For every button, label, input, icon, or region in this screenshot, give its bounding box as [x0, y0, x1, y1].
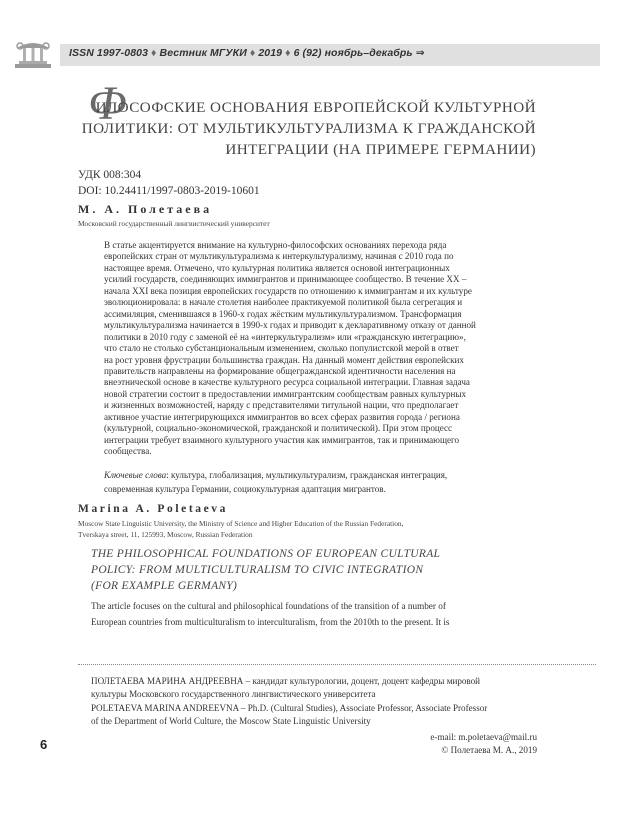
author-name-en: Marina A. Poletaeva — [78, 503, 229, 515]
header-year: 2019 — [258, 47, 283, 59]
author-email: e-mail: m.poletaeva@mail.ru — [430, 732, 537, 742]
copyright: © Полетаева М. А., 2019 — [441, 745, 537, 755]
keywords-label: Ключевые слова — [104, 470, 167, 480]
abstract-en-line-2: European countries from multiculturalism to interculturalism, from the 2010th to the present. It is — [91, 617, 450, 627]
doi: DOI: 10.24411/1997-0803-2019-10601 — [78, 185, 260, 197]
keywords-ru: Ключевые слова: культура, глобализация, мультикультурализм, гражданская интеграция, — [104, 470, 448, 480]
abstract-ru-line: что стало не столько субстанциональным изменением, сколько популистской мерой в ответ — [104, 343, 459, 354]
abstract-ru-line: правительств направлены на формирование общегражданской идентичности населения на — [104, 365, 456, 376]
abstract-ru-line: ассимиляция, сменившаяся в 1960-х годах жёстким мультикультурализмом. Трансформация — [104, 308, 462, 319]
abstract-ru-line: мультикультурализма начинается в 1990-х годах и приводит к декларативному отказу от данной — [104, 320, 476, 331]
abstract-ru-line: настоящее время. Отмечено, что культурная политика является основой интеграционных — [104, 262, 450, 273]
footnote-divider — [78, 664, 596, 665]
abstract-ru-line: активное участие интегрирующихся иммигрантов во всех сферах развития города / региона — [104, 411, 460, 422]
abstract-ru-line: (культурной, социально-экономической, гражданской и политической). При этом процесс — [104, 423, 453, 434]
abstract-en-line-1: The article focuses on the cultural and philosophical foundations of the transition of a number of — [91, 601, 446, 611]
abstract-ru-line: интеграции требует взаимного культурного участия как иммигрантов, так и принимающего — [104, 434, 460, 445]
author-affiliation-en-1: Moscow State Linguistic University, the Ministry of Science and Higher Education of the Russian Federation, — [78, 519, 404, 528]
footnote-en-2: of the Department of World Culture, the Moscow State Linguistic University — [91, 716, 371, 726]
abstract-ru-line: европейских стран от мультикультурализма к интеркультурализму, начиная с 2010 года по — [104, 251, 454, 262]
title-line-1: ИЛОСОФСКИЕ ОСНОВАНИЯ ЕВРОПЕЙСКОЙ КУЛЬТУРНОЙ — [95, 99, 536, 116]
title-en-line-1: THE PHILOSOPHICAL FOUNDATIONS OF EUROPEAN CULTURAL — [91, 548, 441, 560]
running-header: ISSN 1997-0803 ♦ Вестник МГУКИ ♦ 2019 ♦ 6 (92) ноябрь–декабрь ⇒ — [69, 47, 425, 59]
header-journal: Вестник МГУКИ — [159, 47, 247, 59]
header-issn: ISSN 1997-0803 — [69, 47, 149, 59]
abstract-ru-line: эволюционировала: в начале столетия наиболее практикуемой политикой была сегрегация и — [104, 297, 463, 308]
abstract-ru-line: политики в 2010 году с заменой её на «интеркультурализм» или «гражданскую интеграцию», — [104, 331, 466, 342]
journal-logo-icon — [14, 40, 52, 70]
footnote-ru-1: ПОЛЕТАЕВА МАРИНА АНДРЕЕВНА – кандидат культурологии, доцент, доцент кафедры мировой — [91, 676, 481, 686]
title-line-3: ИНТЕГРАЦИИ (НА ПРИМЕРЕ ГЕРМАНИИ) — [225, 141, 536, 158]
title-en-line-2: POLICY: FROM MULTICULTURALISM TO CIVIC INTEGRATION — [91, 564, 424, 576]
abstract-ru-line: начала XXI века позиция европейских государств по отношению к иммигрантам и их культуре — [104, 285, 472, 296]
keywords-ru-line-2: современная культура Германии, социокультурная адаптация мигрантов. — [104, 484, 386, 494]
abstract-ru-line: В статье акцентируется внимание на культурно-философских основаниях перехода ряда — [104, 240, 447, 250]
abstract-ru-line: и жизненных возможностей, наряду с представителями титульной нации, что предполагает — [104, 400, 459, 411]
author-affiliation-ru: Московский государственный лингвистический университет — [78, 219, 270, 228]
footnote-ru-2: культуры Московского государственного лингвистического университета — [91, 689, 376, 699]
title-line-2: ПОЛИТИКИ: ОТ МУЛЬТИКУЛЬТУРАЛИЗМА К ГРАЖДАНСКОЙ — [81, 120, 536, 137]
page-number: 6 — [40, 737, 48, 752]
abstract-ru-line: усилий государств, соединяющих иммигрантов и принимающее сообщество. В течение XX – — [104, 274, 467, 285]
udc: УДК 008:304 — [78, 169, 142, 181]
author-affiliation-en-2: Tverskaya street, 11, 125993, Moscow, Russian Federation — [78, 530, 253, 539]
abstract-ru-line: сообщества. — [104, 446, 152, 457]
abstract-ru-line: новой стратегии состоит в предоставлении иммигрантским сообществам равных культурных — [104, 388, 467, 399]
footnote-en-1: POLETAEVA MARINA ANDREEVNA – Ph.D. (Cultural Studies), Associate Professor, Associate Professor — [91, 703, 488, 713]
header-issue: 6 (92) ноябрь–декабрь — [293, 47, 413, 59]
title-en-line-3: (FOR EXAMPLE GERMANY) — [91, 580, 238, 592]
arrow-icon: ⇒ — [415, 47, 425, 59]
abstract-ru-line: внеэтнической основе в качестве культурного ресурса социальной интеграции. Главная задача — [104, 377, 470, 388]
title-drop-cap: Ф — [88, 77, 127, 130]
abstract-ru-line: на рост уровня фрустрации большинства граждан. На данный момент действия европейских — [104, 354, 464, 365]
author-name-ru: М. А. Полетаева — [78, 202, 213, 216]
